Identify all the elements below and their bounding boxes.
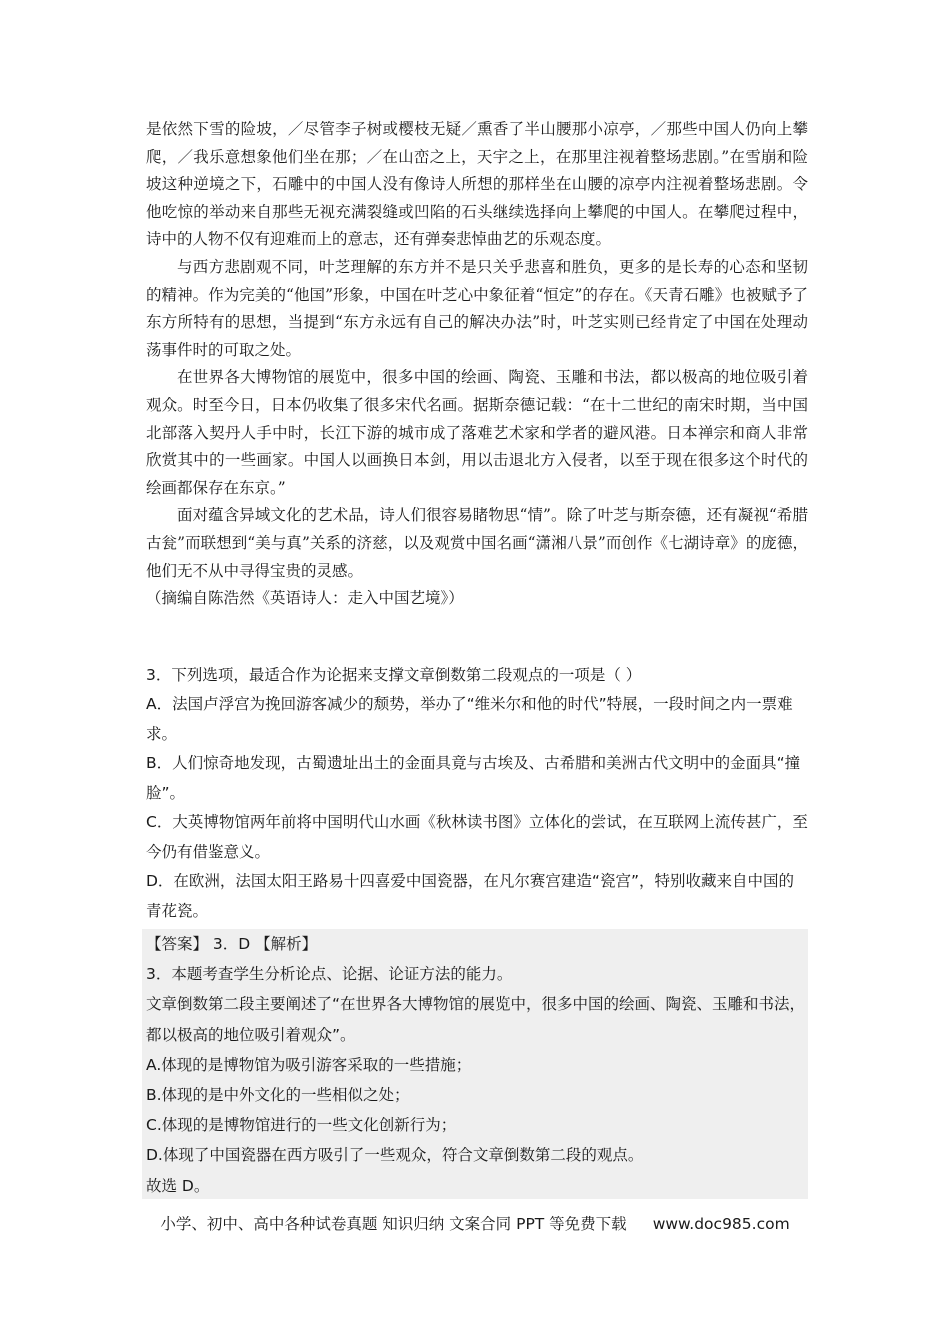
option-c: C．大英博物馆两年前将中国明代山水画《秋林读书图》立体化的尝试，在互联网上流传甚广，至今仍有借鉴意义。 bbox=[146, 813, 808, 861]
analysis-line: B.体现的是中外文化的一些相似之处； bbox=[146, 1086, 410, 1105]
footer-site-link[interactable]: www.doc985.com bbox=[652, 1215, 790, 1233]
analysis-line: C.体现的是博物馆进行的一些文化创新行为； bbox=[146, 1116, 457, 1135]
option-a: A．法国卢浮宫为挽回游客减少的颓势，举办了“维米尔和他的时代”特展，一段时间之内一票难求。 bbox=[146, 695, 793, 743]
analysis-line: 文章倒数第二段主要阐述了“在世界各大博物馆的展览中，很多中国的绘画、陶瓷、玉雕和书法，都以极高的地位吸引着观众”。 bbox=[146, 995, 806, 1044]
reading-passage bbox=[146, 116, 808, 613]
page-footer bbox=[0, 1212, 950, 1234]
analysis-line: 故选 D。 bbox=[146, 1176, 210, 1195]
footer-text: 小学、初中、高中各种试卷真题 知识归纳 文案合同 PPT 等免费下载 bbox=[160, 1215, 627, 1233]
passage-paragraph: 在世界各大博物馆的展览中，很多中国的绘画、陶瓷、玉雕和书法，都以极高的地位吸引着观众。时至今日，日本仍收集了很多宋代名画。据斯奈德记载：“在十二世纪的南宋时期，当中国北部落入契丹人手中时，长江下游的城市成了落难艺术家和学者的避风港。日本禅宗和商人非常欣赏其中的一些画家。中国人以画换日本剑，用以击退北方入侵者，以至于现在很多这个时代的绘画都保存在东京。” bbox=[146, 368, 808, 497]
option-d: D．在欧洲，法国太阳王路易十四喜爱中国瓷器，在凡尔赛宫建造“瓷宫”，特别收藏来自中国的青花瓷。 bbox=[146, 872, 794, 920]
passage-paragraph: 与西方悲剧观不同，叶芝理解的东方并不是只关乎悲喜和胜负，更多的是长寿的心态和坚韧的精神。作为完美的“他国”形象，中国在叶芝心中象征着“恒定”的存在。《天青石雕》也被赋予了东方所特有的思想，当提到“东方永远有自己的解决办法”时，叶芝实则已经肯定了中国在处理动荡事件时的可取之处。 bbox=[146, 257, 808, 359]
option-b: B．人们惊奇地发现，古蜀遗址出土的金面具竟与古埃及、古希腊和美洲古代文明中的金面具“撞脸”。 bbox=[146, 754, 801, 802]
answer-header: 【答案】 3．D 【解析】 bbox=[146, 935, 318, 953]
question-block bbox=[146, 660, 808, 926]
question-stem: 3．下列选项，最适合作为论据来支撑文章倒数第二段观点的一项是（ ） bbox=[146, 666, 642, 684]
passage-paragraph: 是依然下雪的险坡，／尽管李子树或樱枝无疑／熏香了半山腰那小凉亭，／那些中国人仍向上攀爬，／我乐意想象他们坐在那；／在山峦之上，天宇之上，在那里注视着整场悲剧。”在雪崩和险坡这种逆境之下，石雕中的中国人没有像诗人所想的那样坐在山腰的凉亭内注视着整场悲剧。令他吃惊的举动来自那些无视充满裂缝或凹陷的石头继续选择向上攀爬的中国人。在攀爬过程中，诗中的人物不仅有迎难而上的意志，还有弹奏悲悼曲艺的乐观态度。 bbox=[146, 120, 808, 249]
passage-paragraph: 面对蕴含异域文化的艺术品，诗人们很容易睹物思“情”。除了叶芝与斯奈德，还有凝视“希腊古瓮”而联想到“美与真”关系的济慈，以及观赏中国名画“潇湘八景”而创作《七湖诗章》的庞德，他们无不从中寻得宝贵的灵感。 bbox=[146, 506, 808, 580]
passage-source: （摘编自陈浩然《英语诗人：走入中国艺境》） bbox=[146, 589, 464, 608]
analysis-line: D.体现了中国瓷器在西方吸引了一些观众，符合文章倒数第二段的观点。 bbox=[146, 1146, 644, 1165]
answer-section bbox=[142, 929, 808, 1199]
analysis-line: A.体现的是博物馆为吸引游客采取的一些措施； bbox=[146, 1055, 472, 1074]
analysis-line: 3．本题考查学生分析论点、论据、论证方法的能力。 bbox=[146, 965, 513, 984]
